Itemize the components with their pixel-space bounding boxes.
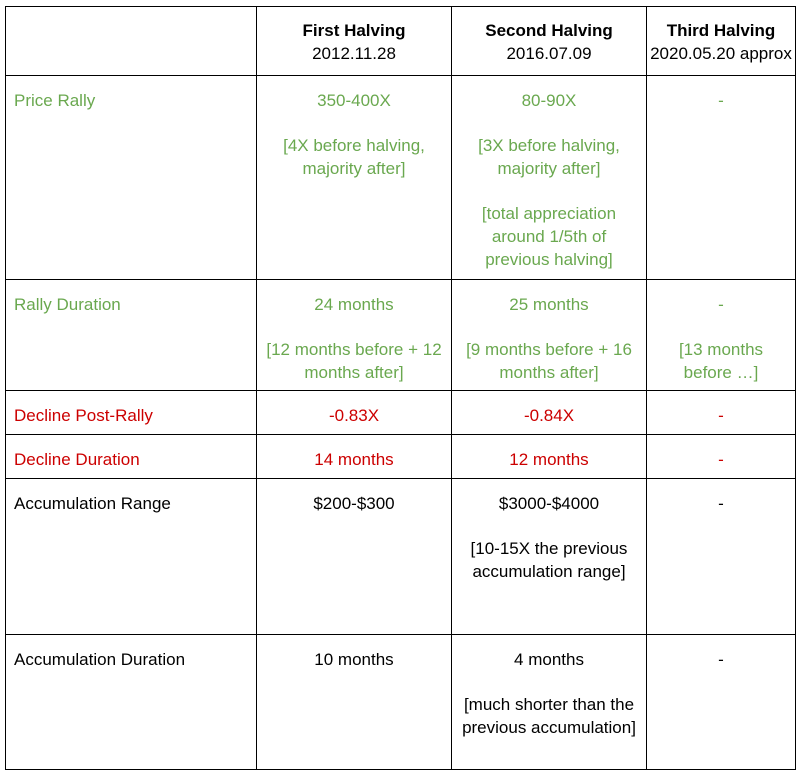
cell-note: [13 months before …] [678,340,764,382]
corner-cell [6,7,257,76]
cell-note: [10-15X the previous accumulation range] [470,539,628,581]
cell-first-halving [257,391,452,435]
cell-value: 4 months [514,650,584,669]
table-row-accumulation-duration [6,635,796,770]
cell-note: [3X before halving, majority after] [478,136,620,178]
cell-first-halving [257,479,452,635]
cell-value: 80-90X [521,91,577,110]
cell-second-halving [452,435,647,479]
row-label: Accumulation Range [6,479,257,635]
cell-second-halving [452,391,647,435]
table-row-decline-duration [6,435,796,479]
cell-value: -0.84X [523,406,575,425]
cell-value: 12 months [509,450,589,469]
cell-first-halving [257,435,452,479]
cell-second-halving [452,76,647,280]
table-row-price-rally [6,76,796,280]
cell-value: $3000-$4000 [498,494,600,513]
halving-date: 2020.05.20 approx [650,44,792,63]
cell-value: $200-$300 [313,494,395,513]
cell-value: - [718,295,724,314]
header-third-halving [647,7,796,76]
cell-second-halving [452,479,647,635]
cell-third-halving [647,479,796,635]
cell-value: 24 months [314,295,394,314]
cell-first-halving [257,76,452,280]
halving-date: 2016.07.09 [506,44,592,63]
cell-third-halving [647,435,796,479]
row-label: Rally Duration [6,280,257,391]
cell-third-halving [647,76,796,280]
table-body [6,76,796,770]
header-row [6,7,796,76]
cell-second-halving [452,280,647,391]
row-label: Price Rally [6,76,257,280]
cell-value: -0.83X [328,406,380,425]
cell-first-halving [257,635,452,770]
cell-note: [total appreciation around 1/5th of previous halving] [481,204,617,269]
cell-note: [9 months before + 16 months after] [466,340,632,382]
cell-value: - [718,91,724,110]
halving-name: Second Halving [485,21,613,40]
halving-comparison-table [5,6,796,770]
cell-value: 10 months [314,650,394,669]
cell-value: - [718,494,724,513]
table-row-rally-duration [6,280,796,391]
table-row-accumulation-range [6,479,796,635]
halving-name: First Halving [302,21,406,40]
cell-third-halving [647,635,796,770]
row-label: Decline Duration [6,435,257,479]
table-row-decline-post-rally [6,391,796,435]
header-second-halving [452,7,647,76]
cell-first-halving [257,280,452,391]
cell-value: 25 months [509,295,589,314]
cell-third-halving [647,280,796,391]
cell-second-halving [452,635,647,770]
cell-note: [4X before halving, majority after] [283,136,425,178]
cell-value: - [718,450,724,469]
cell-third-halving [647,391,796,435]
cell-value: - [718,650,724,669]
cell-value: 350-400X [317,91,391,110]
row-label: Decline Post-Rally [6,391,257,435]
row-label: Accumulation Duration [6,635,257,770]
cell-value: - [718,406,724,425]
halving-name: Third Halving [666,21,776,40]
halving-date: 2012.11.28 [312,44,396,63]
header-first-halving [257,7,452,76]
cell-note: [12 months before + 12 months after] [266,340,442,382]
cell-note: [much shorter than the previous accumulation] [462,695,636,737]
cell-value: 14 months [314,450,394,469]
